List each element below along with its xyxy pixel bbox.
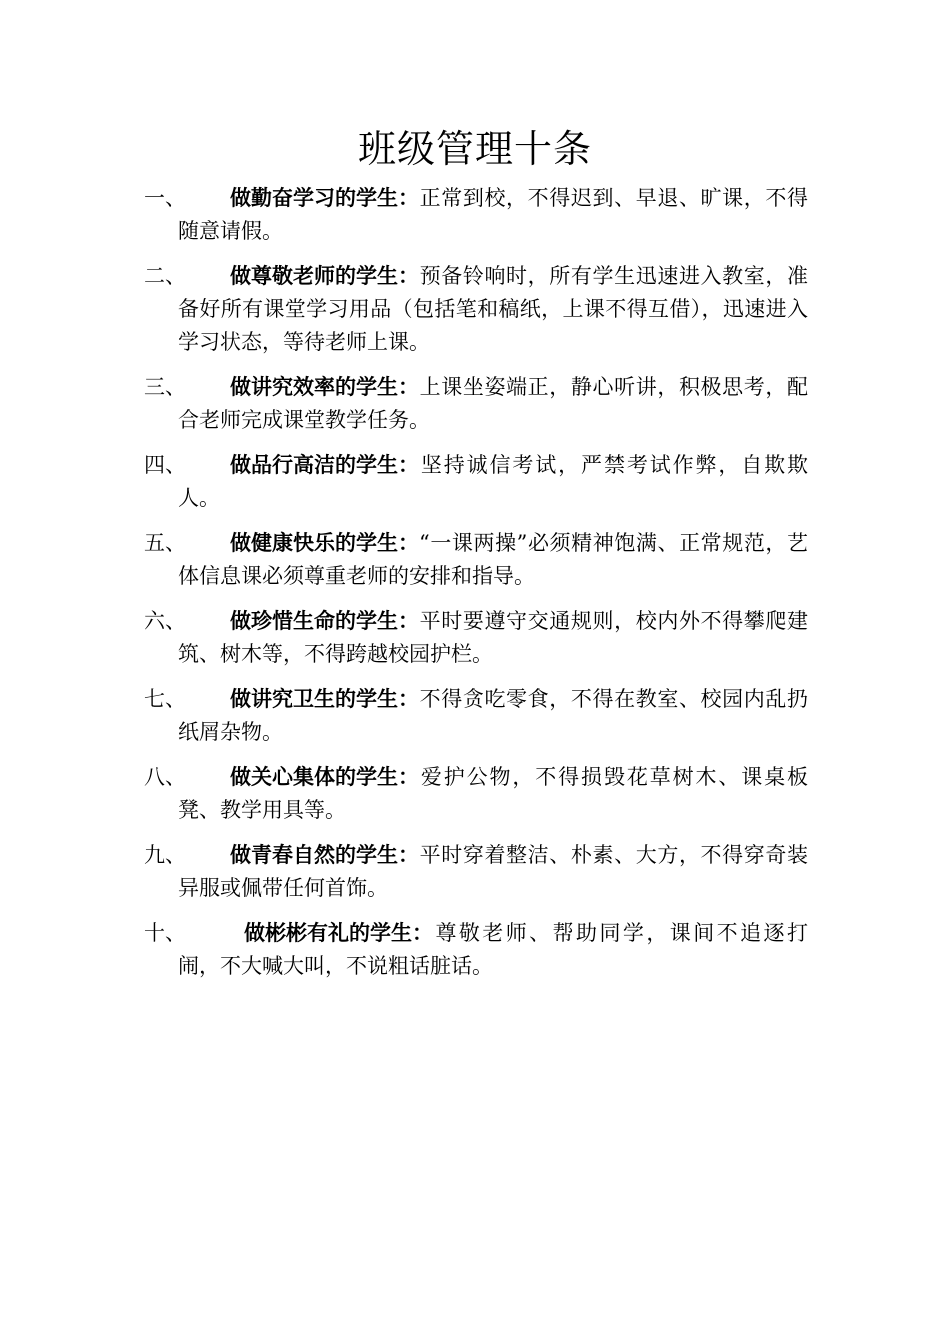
rule-number: 九、 xyxy=(144,843,186,867)
rule-item-8 xyxy=(144,761,808,827)
rule-body: 尊敬老师、帮助同学，课间不追逐打闹，不大喊大叫，不说粗话脏话。 xyxy=(178,921,808,978)
rule-item-6 xyxy=(144,605,808,671)
rule-heading: 做青春自然的学生： xyxy=(230,843,419,867)
rule-text xyxy=(178,839,808,905)
rule-heading: 做讲究卫生的学生： xyxy=(230,687,419,711)
rule-item-10 xyxy=(144,917,808,983)
rule-heading: 做关心集体的学生： xyxy=(230,765,419,789)
rule-text xyxy=(178,182,808,248)
rule-body: 平时穿着整洁、朴素、大方，不得穿奇装异服或佩带任何首饰。 xyxy=(178,843,808,900)
rule-number: 二、 xyxy=(144,264,186,288)
rule-number: 十、 xyxy=(144,921,186,945)
rule-number: 五、 xyxy=(144,531,186,555)
rules-list xyxy=(144,182,808,995)
rule-body: 爱护公物，不得损毁花草树木、课桌板凳、教学用具等。 xyxy=(178,765,808,822)
rule-body: 坚持诚信考试，严禁考试作弊，自欺欺人。 xyxy=(178,453,808,510)
rule-heading: 做尊敬老师的学生： xyxy=(230,264,419,288)
rule-body: 正常到校，不得迟到、早退、旷课，不得随意请假。 xyxy=(178,186,808,243)
rule-item-3 xyxy=(144,371,808,437)
rule-body: “一课两操”必须精神饱满、正常规范，艺体信息课必须尊重老师的安排和指导。 xyxy=(178,531,808,588)
rule-item-1 xyxy=(144,182,808,248)
rule-text xyxy=(178,917,808,983)
document-title: 班级管理十条 xyxy=(357,127,592,171)
rule-item-9 xyxy=(144,839,808,905)
rule-heading: 做品行高洁的学生： xyxy=(230,453,419,477)
rule-heading: 做健康快乐的学生： xyxy=(230,531,419,555)
rule-item-2 xyxy=(144,260,808,359)
rule-item-5 xyxy=(144,527,808,593)
rule-heading: 做珍惜生命的学生： xyxy=(230,609,419,633)
rule-body: 不得贪吃零食，不得在教室、校园内乱扔纸屑杂物。 xyxy=(178,687,808,744)
rule-body: 预备铃响时，所有学生迅速进入教室，准备好所有课堂学习用品（包括笔和稿纸，上课不得互借），迅速进入学习状态，等待老师上课。 xyxy=(178,264,808,354)
rule-body: 平时要遵守交通规则，校内外不得攀爬建筑、树木等，不得跨越校园护栏。 xyxy=(178,609,808,666)
rule-number: 七、 xyxy=(144,687,186,711)
rule-text xyxy=(178,449,808,515)
rule-body: 上课坐姿端正，静心听讲，积极思考，配合老师完成课堂教学任务。 xyxy=(178,375,808,432)
rule-heading: 做讲究效率的学生： xyxy=(230,375,419,399)
rule-item-4 xyxy=(144,449,808,515)
rule-text xyxy=(178,371,808,437)
rule-text xyxy=(178,260,808,359)
rule-number: 六、 xyxy=(144,609,186,633)
rule-number: 四、 xyxy=(144,453,186,477)
rule-text xyxy=(178,761,808,827)
rule-number: 八、 xyxy=(144,765,186,789)
rule-item-7 xyxy=(144,683,808,749)
rule-text xyxy=(178,683,808,749)
rule-text xyxy=(178,527,808,593)
rule-text xyxy=(178,605,808,671)
rule-number: 三、 xyxy=(144,375,186,399)
rule-heading: 做彬彬有礼的学生： xyxy=(244,921,433,945)
rule-number: 一、 xyxy=(144,186,186,210)
rule-heading: 做勤奋学习的学生： xyxy=(230,186,419,210)
